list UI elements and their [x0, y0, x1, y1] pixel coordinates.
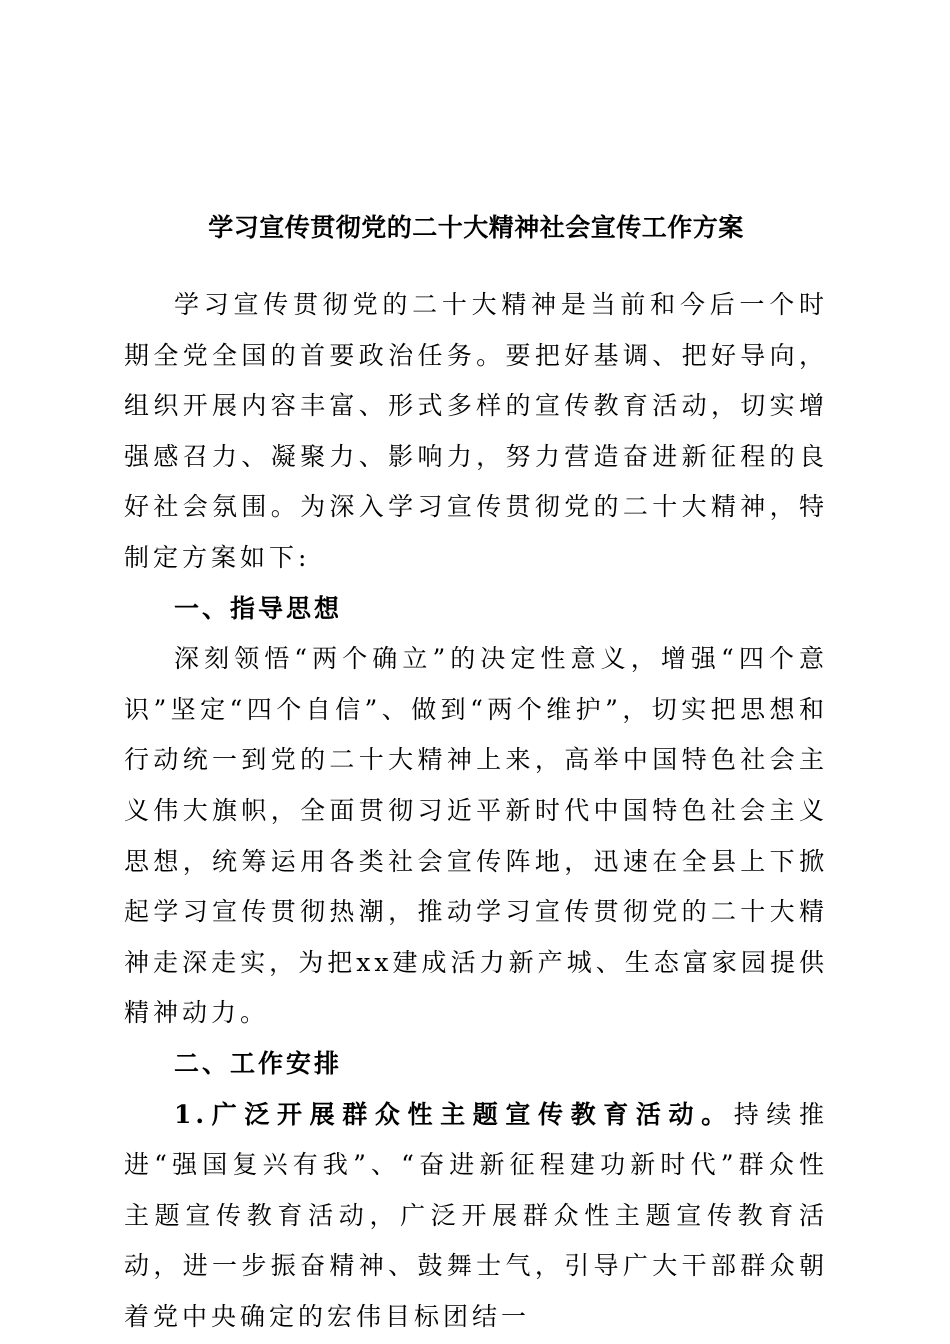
section-heading-guiding-ideology: 一、指导思想 — [174, 593, 343, 623]
document-title: 学习宣传贯彻党的二十大精神社会宣传工作方案 — [208, 213, 744, 242]
intro-paragraph: 学习宣传贯彻党的二十大精神是当前和今后一个时期全党全国的首要政治任务。要把好基调、把好导向，组织开展内容丰富、形式多样的宣传教育活动，切实增强感召力、凝聚力、影响力，努力营造奋进新征程的良好社会氛围。为深入学习宣传贯彻党的二十大精神，特制定方案如下: — [124, 290, 828, 572]
work-item-1-lead: 1.广泛开展群众性主题宣传教育活动。 — [174, 1099, 734, 1129]
document-body — [124, 280, 828, 1342]
section-heading-work-arrangement: 二、工作安排 — [174, 1048, 343, 1078]
guiding-ideology-paragraph: 深刻领悟“两个确立”的决定性意义，增强“四个意识”坚定“四个自信”、做到“两个维护”，切实把思想和行动统一到党的二十大精神上来，高举中国特色社会主义伟大旗帜，全面贯彻习近平新时代中国特色社会主义思想，统筹运用各类社会宣传阵地，迅速在全县上下掀起学习宣传贯彻热潮，推动学习宣传贯彻党的二十大精神走深走实，为把xx建成活力新产城、生态富家园提供精神动力。 — [124, 644, 828, 1028]
work-item-1-text: 持续推进“强国复兴有我”、“奋进新征程建功新时代”群众性主题宣传教育活动，广泛开展群众性主题宣传教育活动，进一步振奋精神、鼓舞士气，引导广大干部群众朝着党中央确定的宏伟目标团结一 — [124, 1099, 828, 1331]
work-item-1-paragraph — [124, 1090, 828, 1343]
